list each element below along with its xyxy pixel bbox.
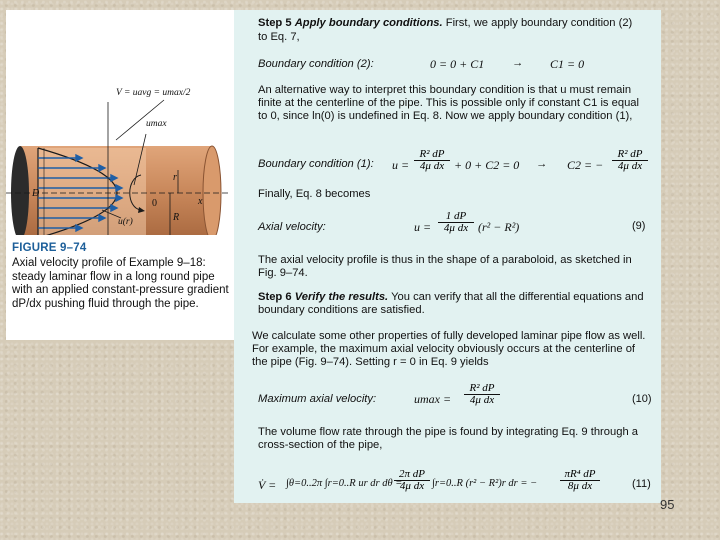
step6-paragraph: [234, 291, 661, 317]
bc1-arrow: →: [536, 158, 548, 170]
pipe-velocity-diagram: [6, 10, 234, 235]
vdot-result-fraction: $\frac{\text{πR⁴ dP}}{\text{8μ dx}}$: [560, 469, 600, 492]
eq10-number: (10): [632, 393, 652, 405]
flow-text: The volume flow rate through the pipe is found by integrating Eq. 9 through a cross-section of the pipe,: [258, 426, 638, 451]
label-u-max: umax: [146, 119, 167, 129]
axial-lhs: u =: [414, 220, 432, 234]
paraboloid-text: The axial velocity profile is thus in the shape of a paraboloid, as sketched in Fig. 9–74.: [258, 254, 632, 279]
bc1-result-lhs: C2 = −: [567, 158, 604, 172]
finally-text: Finally, Eq. 8 becomes: [258, 188, 371, 200]
bc1-rest: + 0 + C2 = 0: [454, 158, 520, 172]
step5-label: Step 5: [258, 17, 292, 29]
figure-panel: [6, 10, 234, 340]
axial-label: Axial velocity:: [258, 221, 326, 233]
vdot-fraction: $\frac{\text{2π dP}}{\text{4μ dx}}$: [394, 469, 430, 492]
bc2-label: Boundary condition (2):: [258, 58, 374, 70]
bc1-result-fraction: $\frac{\text{R² dP}}{\text{4μ dx}}$: [612, 149, 648, 172]
bc2-result: C1 = 0: [550, 57, 585, 71]
vdot-integral-2: ∫r=0..R (r² − R²)r dr = −: [432, 478, 538, 489]
eq11-number: (11): [632, 478, 651, 490]
figure-caption: Axial velocity profile of Example 9–18: steady laminar flow in a long round pipe with an applied constant-pressure gradient dP/dx pushing fluid through the pipe.: [12, 257, 229, 310]
label-v-avg: V = uavg = umax/2: [116, 88, 191, 98]
page-number: 95: [660, 497, 675, 512]
vdot-lhs: V̇ =: [258, 478, 277, 492]
step6-title: Verify the results.: [294, 291, 389, 303]
label-d: D: [32, 188, 40, 199]
bc1-fraction: $\frac{\text{R² dP}}{\text{4μ dx}}$: [414, 149, 450, 172]
axial-fraction: $\frac{1 dP}{\text{4μ dx}}$: [438, 211, 474, 234]
pipe-right-end: [203, 146, 221, 235]
calc-text: We calculate some other properties of fully developed laminar pipe flow as well. For example, the maximum axial velocity obviously occurs at the centerline of the pipe (Fig. 9–74). Setting r = 0 in Eq. 9 yields: [252, 330, 646, 368]
step5-text-2: to Eq. 7,: [258, 31, 300, 43]
step5-title: Apply boundary conditions.: [294, 17, 443, 29]
umax-fraction: $\frac{\text{R² dP}}{\text{4μ dx}}$: [464, 383, 500, 406]
bc1-label: Boundary condition (1):: [258, 158, 374, 170]
step6-label: Step 6: [258, 291, 292, 303]
vdot-integral: ∫θ=0..2π ∫r=0..R ur dr dθ =: [286, 478, 403, 489]
figure-title: FIGURE 9–74: [12, 242, 87, 254]
alternative-paragraph: [234, 84, 661, 122]
flow-paragraph: [234, 426, 661, 452]
umax-lhs: umax =: [414, 392, 452, 406]
umax-label: Maximum axial velocity:: [258, 393, 377, 405]
bc1-lhs: u =: [392, 158, 410, 172]
paraboloid-paragraph: [234, 254, 661, 280]
label-u-r: u(r): [118, 217, 133, 227]
eq9-number: (9): [632, 220, 646, 232]
label-x: x: [198, 196, 203, 207]
axial-rest: (r² − R²): [478, 220, 520, 234]
alternative-text: An alternative way to interpret this boundary condition is that u must remain finite at the centerline of the pipe. This is possible only if constant C1 is equal to 0, since ln(0) is undefined in Eq. 8. Now we apply boundary condition (1),: [258, 84, 640, 122]
bc2-equation: 0 = 0 + C1: [430, 57, 485, 71]
document-panel: [234, 10, 661, 503]
bc2-arrow: →: [512, 57, 524, 69]
label-zero: 0: [152, 198, 157, 209]
label-big-r: R: [173, 212, 180, 223]
calc-paragraph: [234, 330, 661, 368]
step6-text: You can verify that all the differential equations and boundary conditions are satisfied.: [258, 291, 644, 316]
step5-line: [258, 17, 632, 29]
label-r: r: [173, 172, 177, 183]
step5-text-1: First, we apply boundary condition (2): [445, 17, 633, 29]
